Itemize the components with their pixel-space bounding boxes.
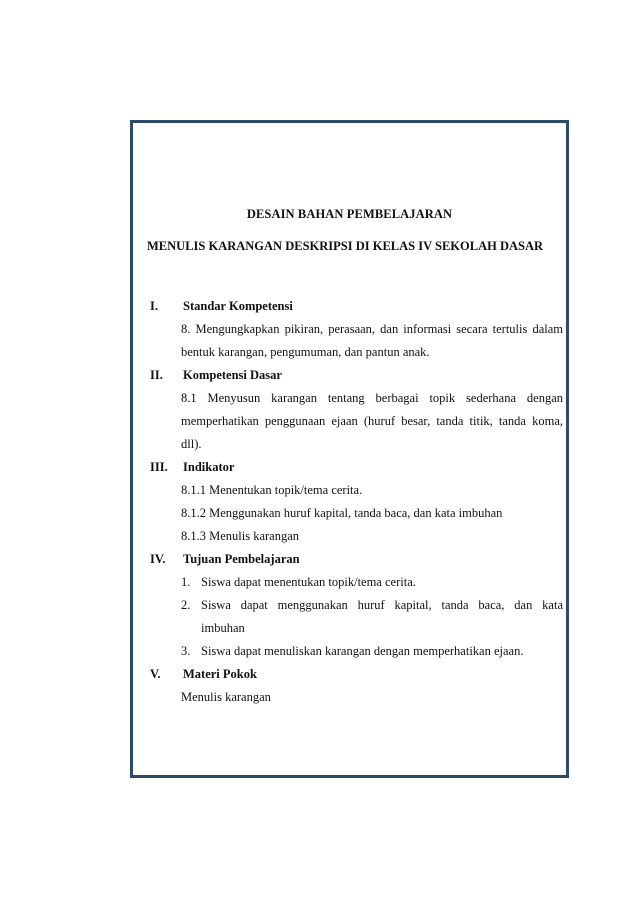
- section-text-line: dll).: [181, 437, 202, 451]
- document-subtitle: MENULIS KARANGAN DESKRIPSI DI KELAS IV SEKOLAH DASAR: [147, 239, 544, 253]
- list-item-number: 1.: [181, 575, 191, 589]
- section-number: I.: [150, 299, 158, 313]
- section-number: V.: [150, 667, 161, 681]
- document-border-frame: [130, 120, 569, 778]
- indicator-line: 8.1.3 Menulis karangan: [181, 529, 300, 543]
- list-item-text: Siswa dapat menggunakan huruf kapital, tanda baca, dan kata: [201, 598, 563, 612]
- section-number: III.: [150, 460, 168, 474]
- section-title: Materi Pokok: [183, 667, 257, 681]
- section-heading-tujuan-pembelajaran: [150, 552, 300, 567]
- list-item-text: imbuhan: [201, 621, 245, 635]
- section-number: II.: [150, 368, 163, 382]
- section-title: Tujuan Pembelajaran: [183, 552, 300, 566]
- section-heading-kompetensi-dasar: [150, 368, 282, 383]
- document-title: DESAIN BAHAN PEMBELAJARAN: [246, 207, 453, 221]
- section-heading-materi-pokok: [150, 667, 257, 682]
- section-title: Standar Kompetensi: [183, 299, 293, 313]
- section-text-line: 8. Mengungkapkan pikiran, perasaan, dan informasi secara tertulis dalam: [181, 322, 563, 336]
- section-text-line: Menulis karangan: [181, 690, 271, 704]
- section-text-line: memperhatikan penggunaan ejaan (huruf besar, tanda titik, tanda koma,: [181, 414, 563, 428]
- section-heading-standar-kompetensi: [150, 299, 293, 314]
- list-item-text: Siswa dapat menuliskan karangan dengan memperhatikan ejaan.: [201, 644, 524, 658]
- section-text-line: 8.1 Menyusun karangan tentang berbagai topik sederhana dengan: [181, 391, 563, 405]
- list-item-text: Siswa dapat menentukan topik/tema cerita.: [201, 575, 416, 589]
- list-item-number: 3.: [181, 644, 191, 658]
- section-text-line: bentuk karangan, pengumuman, dan pantun anak.: [181, 345, 430, 359]
- section-title: Kompetensi Dasar: [183, 368, 282, 382]
- indicator-line: 8.1.2 Menggunakan huruf kapital, tanda baca, dan kata imbuhan: [181, 506, 503, 520]
- section-number: IV.: [150, 552, 166, 566]
- indicator-line: 8.1.1 Menentukan topik/tema cerita.: [181, 483, 363, 497]
- section-title: Indikator: [183, 460, 235, 474]
- list-item-number: 2.: [181, 598, 191, 612]
- section-heading-indikator: [150, 460, 234, 475]
